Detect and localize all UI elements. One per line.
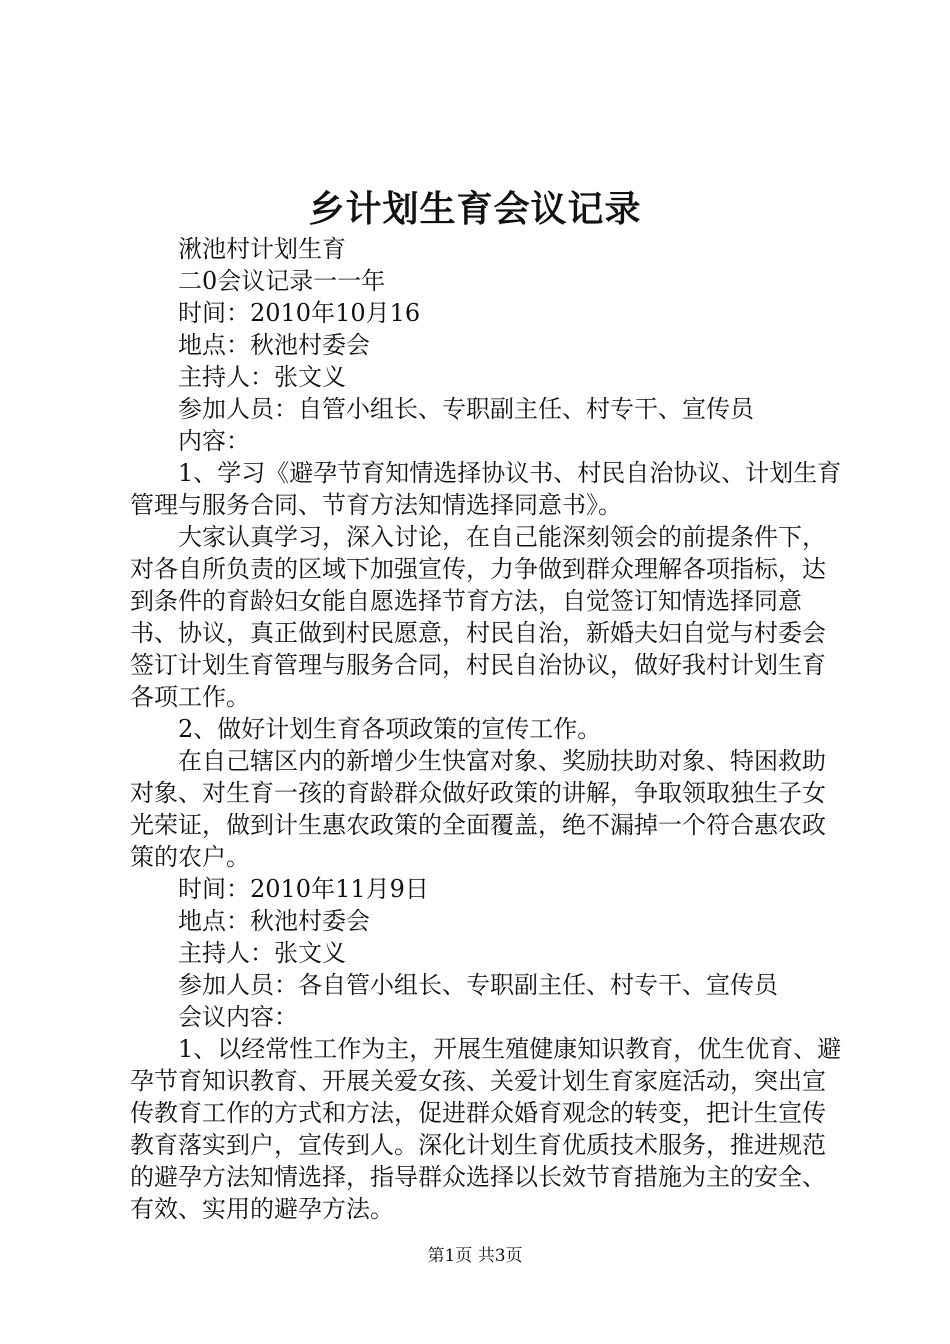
paragraph-attendees-1: 参加人员：自管小组长、专职副主任、村专干、宣传员 bbox=[178, 395, 754, 423]
paragraph-item-1-education: 1、以经常性工作为主，开展生殖健康知识教育，优生优育、避孕节育知识教育、开展关爱女孩、关爱计划生育家庭活动，突出宣传教育工作的方式和方法，促进群众婚育观念的转变，把计生宣传教育落实到户，宣传到人。深化计划生育优质技术服务，推进规范的避孕方法知情选择，指导群众选择以长效节育措施为主的安全、有效、实用的避孕方法。 bbox=[130, 1035, 842, 1223]
paragraph-location-2: 地点：秋池村委会 bbox=[178, 907, 370, 935]
paragraph-host-2: 主持人：张文义 bbox=[178, 939, 346, 967]
paragraph-location-1: 地点：秋池村委会 bbox=[178, 331, 370, 359]
paragraph-record-year: 二0会议记录一一年 bbox=[178, 267, 386, 295]
paragraph-item-2-policy: 2、做好计划生育各项政策的宣传工作。 bbox=[178, 715, 602, 743]
paragraph-host-1: 主持人：张文义 bbox=[178, 363, 346, 391]
document-title: 乡计划生育会议记录 bbox=[308, 188, 642, 230]
paragraph-time-2: 时间：2010年11月9日 bbox=[178, 875, 429, 903]
paragraph-time-1: 时间：2010年10月16 bbox=[178, 299, 421, 327]
paragraph-attendees-2: 参加人员：各自管小组长、专职副主任、村专干、宣传员 bbox=[178, 971, 778, 999]
page-number-footer: 第1页 共3页 bbox=[427, 1246, 523, 1266]
paragraph-item-1-study: 1、学习《避孕节育知情选择协议书、村民自治协议、计划生育管理与服务合同、节育方法知情选择同意书》。 bbox=[130, 459, 842, 519]
paragraph-policy-detail: 在自己辖区内的新增少生快富对象、奖励扶助对象、特困救助对象、对生育一孩的育龄群众做好政策的讲解，争取领取独生子女光荣证，做到计生惠农政策的全面覆盖，绝不漏掉一个符合惠农政策的农户。 bbox=[130, 747, 826, 871]
paragraph-content-label-1: 内容： bbox=[178, 427, 250, 455]
paragraph-village: 湫池村计划生育 bbox=[178, 235, 346, 263]
paragraph-study-detail: 大家认真学习，深入讨论，在自己能深刻领会的前提条件下，对各自所负责的区域下加强宣传，力争做到群众理解各项指标，达到条件的育龄妇女能自愿选择节育方法，自觉签订知情选择同意书、协议，真正做到村民愿意，村民自治，新婚夫妇自觉与村委会签订计划生育管理与服务合同，村民自治协议，做好我村计划生育各项工作。 bbox=[130, 523, 826, 711]
paragraph-content-label-2: 会议内容： bbox=[178, 1003, 298, 1031]
document-body bbox=[130, 233, 845, 1225]
